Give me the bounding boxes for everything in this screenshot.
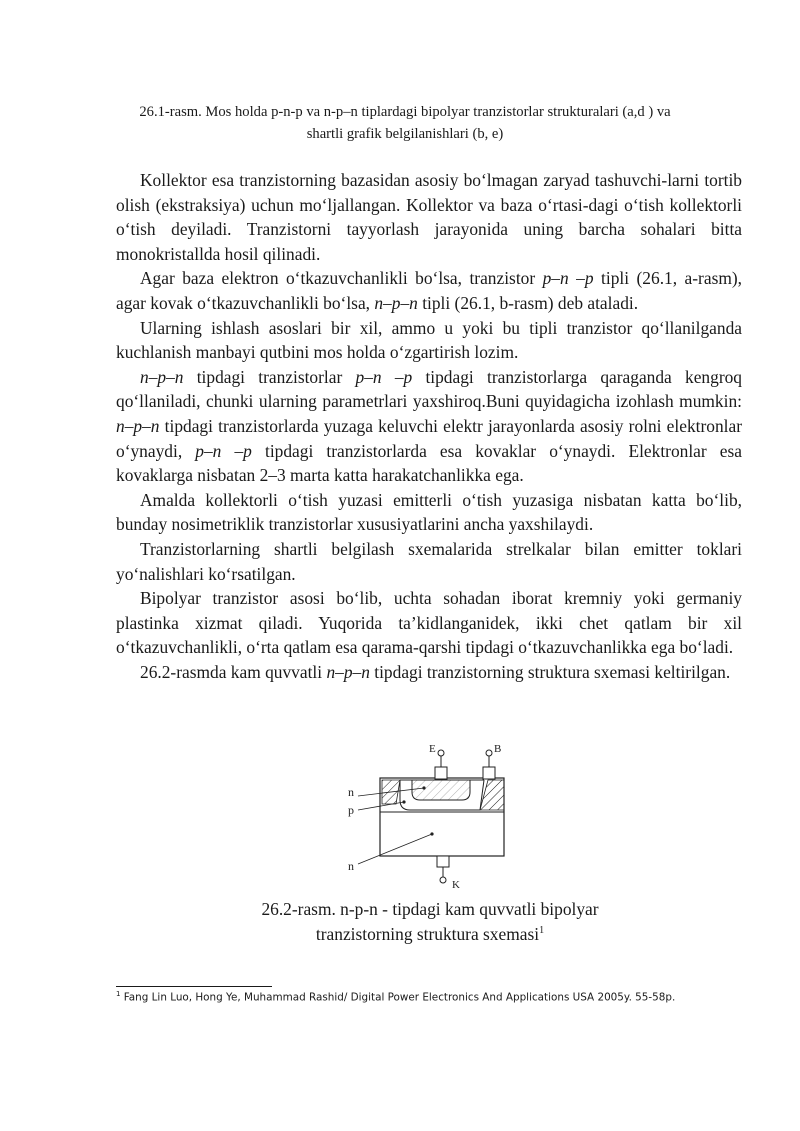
transistor-structure-svg — [340, 738, 520, 893]
paragraph-6: Tranzistorlarning shartli belgilash sxemalarida strelkalar bilan emitter toklari yo‘nalishlari ko‘rsatilgan. — [116, 538, 742, 584]
fig-caption-line-1: 26.2-rasm. n-p-n - tipdagi kam quvvatli bipolyar — [261, 899, 599, 919]
footnote-number: 1 — [116, 990, 121, 998]
label-p: p — [348, 803, 354, 817]
label-b: B — [494, 743, 502, 755]
label-e: E — [429, 743, 436, 755]
collector-terminal — [440, 877, 446, 883]
body-text — [116, 168, 742, 684]
footnote-text: Fang Lin Luo, Hong Ye, Muhammad Rashid/ Digital Power Electronics And Applications USA 2005y. 55-58p. — [120, 991, 676, 1004]
emitter-terminal — [438, 750, 444, 756]
label-k: K — [452, 879, 460, 891]
fig-caption-line-2: tranzistorning struktura sxemasi$^1$ — [315, 924, 545, 944]
paragraph-4: n–p–n tipdagi tranzistorlar p–n –p tipdagi tranzistorlarga qaraganda kengroq qo‘llaniladi, chunki ularning parametrlari yaxshiroq.Buni quyidagicha izohlash mumkin: n–p–n tipdagi tranzistorlarda yuzaga keluvchi elektr jarayonlarda asosiy rolni elektronlar o‘ynaydi, p–n –p tipdagi tranzistorlarda esa kovaklar o‘ynaydi. Elektronlar esa kovaklarga nisbatan 2–3 marta katta harakatchanlikka ega. — [116, 366, 743, 486]
caption-line-1: 26.1-rasm. Mos holda p-n-p va n-p–n tiplardagi bipolyar tranzistorlar strukturalari (a,d ) va — [139, 104, 671, 120]
paragraph-8: 26.2-rasmda kam quvvatli n–p–n tipdagi tranzistorning struktura sxemasi keltirilgan. — [140, 661, 731, 682]
collector-contact — [437, 856, 449, 867]
footnote-separator — [116, 986, 272, 987]
figure-26-1-caption — [110, 101, 700, 145]
paragraph-3: Ularning ishlash asoslari bir xil, ammo u yoki bu tipli tranzistor qo‘llanilganda kuchlanish manbayi qutbini mos holda o‘zgartirish lozim. — [116, 317, 742, 363]
label-n-top: n — [348, 785, 354, 799]
paragraph-5: Amalda kollektorli o‘tish yuzasi emitterli o‘tish yuzasiga nisbatan katta bo‘lib, bunday nosimetriklik tranzistorlar xususiyatlarini ancha yaxshilaydi. — [116, 489, 742, 535]
paragraph-1: Kollektor esa tranzistorning bazasidan asosiy bo‘lmagan zaryad tashuvchi-larni tortib olish (ekstraksiya) uchun mo‘ljallangan. Kollektor va baza o‘rtasi-dagi o‘tish kollektorli o‘tish deyiladi. Tranzistorni tayyorlash jarayonida uning barcha sohalari bitta monokristallda hosil qilinadi. — [116, 170, 742, 264]
caption-line-2: shartli grafik belgilanishlari (b, e) — [306, 126, 504, 142]
emitter-n-region — [412, 780, 470, 800]
emitter-contact — [435, 767, 447, 779]
base-terminal — [486, 750, 492, 756]
label-n-bottom: n — [348, 859, 354, 873]
transistor-structure-diagram — [340, 738, 520, 893]
paragraph-2: Agar baza elektron o‘tkazuvchanlikli bo‘lsa, tranzistor p–n –p tipli (26.1, a-rasm), agar kovak o‘tkazuvchanlikli bo‘lsa, n–p–n tipli (26.1, b-rasm) deb ataladi. — [116, 268, 743, 313]
paragraph-7: Bipolyar tranzistor asosi bo‘lib, uchta sohadan iborat kremniy yoki germaniy plastinka xizmat qiladi. Yuqorida ta’kidlanganidek, ikki chet qatlam bir xil o‘tkazuvchanlikli, o‘rta qatlam esa qarama-qarshi tipdagi o‘tkazuvchanlikka ega bo‘ladi. — [116, 588, 742, 658]
base-contact — [483, 767, 495, 779]
figure-26-2-caption — [200, 897, 660, 947]
footnote-reference[interactable]: 1 — [539, 925, 545, 937]
footnote — [116, 990, 776, 1003]
